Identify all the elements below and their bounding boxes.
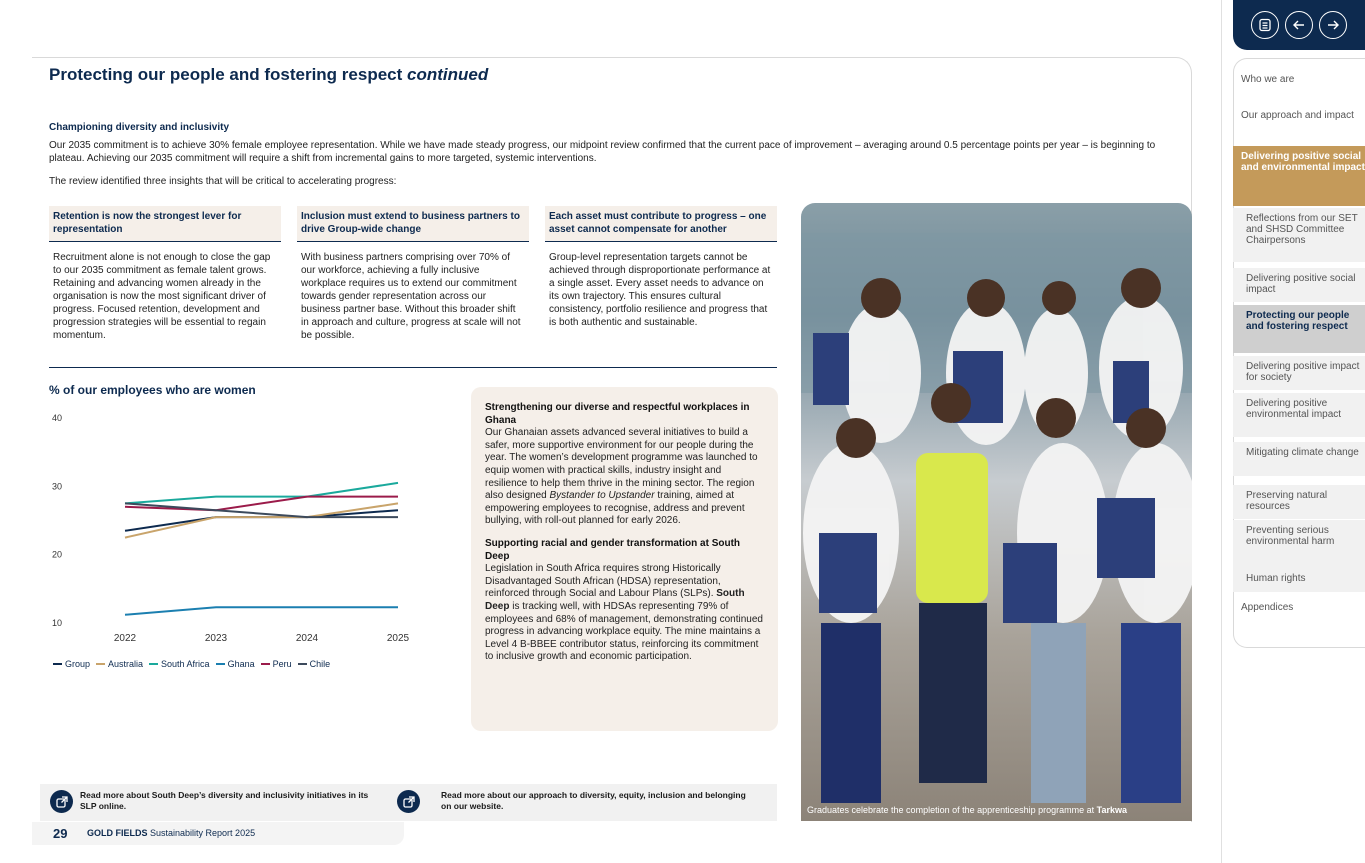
panel-body-south-deep: Legislation in South Africa requires strong Historically Disadvantaged South African (HDSA) representation, reinforced through Social and Labour Plans (SLPs). South Deep is tracking well, with HDSAs representing 79% of employees and 68% of management, demonstrating continued progress in advancing workplace equity. The mine maintains a Level 4 B-BBEE contributor status, reinforcing its commitment to inclusive growth and economic participation. xyxy=(485,563,763,663)
contents-icon[interactable] xyxy=(1251,11,1279,39)
x-tick-label: 2022 xyxy=(113,633,137,644)
insight-body: With business partners comprising over 70% of our workforce, achieving a fully inclusive workplace requires us to extend our commitment towards gender representation across our business partner base. Without this broader shift in approach and culture, progress at scale will not be possible. xyxy=(301,252,521,341)
nav-item[interactable]: Preventing serious environmental harm xyxy=(1233,520,1365,568)
legend-label: Australia xyxy=(108,659,144,669)
y-tick-label: 40 xyxy=(52,413,63,423)
read-more-link-website[interactable]: Read more about our approach to diversity, equity, inclusion and belonging on our website. xyxy=(441,790,746,811)
x-tick-label: 2024 xyxy=(295,633,319,644)
legend-item xyxy=(96,659,143,669)
nav-item[interactable]: Delivering positive impact for society xyxy=(1233,356,1365,390)
y-tick-label: 20 xyxy=(52,549,63,560)
series-line-ghana xyxy=(125,607,398,615)
section-heading: Championing diversity and inclusivity xyxy=(49,122,230,133)
insight-column xyxy=(49,206,281,342)
insights-table xyxy=(49,206,777,368)
legend-swatch xyxy=(298,663,307,665)
chart-title: % of our employees who are women xyxy=(49,383,256,397)
panel-heading-ghana: Strengthening our diverse and respectful workplaces in Ghana xyxy=(485,402,750,426)
nav-item[interactable]: Delivering positive social impact xyxy=(1233,268,1365,302)
photo-caption: Graduates celebrate the completion of the apprenticeship programme at Tarkwa xyxy=(807,805,1128,815)
nav-item[interactable]: Appendices xyxy=(1241,602,1294,613)
page-number: 29 xyxy=(53,826,68,841)
insight-heading: Retention is now the strongest lever for representation xyxy=(49,206,281,242)
series-line-peru xyxy=(125,497,398,511)
insight-body: Group-level representation targets cannot be achieved through disproportionate performance at a single asset. Every asset needs to advance on its own trajectory. This ensures cultural consistency, portfolio resilience and progress that is both authentic and sustainable. xyxy=(549,252,771,328)
insight-heading: Each asset must contribute to progress – one asset cannot compensate for another xyxy=(545,206,777,242)
legend-item xyxy=(216,659,255,669)
photo-figures xyxy=(801,203,1192,821)
y-tick-label: 30 xyxy=(52,481,63,492)
nav-item[interactable]: Delivering positive environmental impact xyxy=(1233,393,1365,437)
graduates-photo xyxy=(801,203,1192,821)
legend-label: Ghana xyxy=(227,659,255,669)
nav-item[interactable]: Who we are xyxy=(1241,74,1295,85)
nav-item[interactable]: Human rights xyxy=(1233,568,1365,592)
nav-item[interactable]: Preserving natural resources xyxy=(1233,485,1365,519)
legend-label: South Africa xyxy=(161,659,210,669)
external-link-icon[interactable] xyxy=(50,790,73,813)
legend-swatch xyxy=(96,663,105,665)
intro-paragraph-2: The review identified three insights that will be critical to accelerating progress: xyxy=(49,176,397,187)
legend-item xyxy=(53,659,90,669)
nav-item[interactable]: Reflections from our SET and SHSD Committee Chairpersons xyxy=(1233,208,1365,262)
read-more-link-slp[interactable]: Read more about South Deep’s diversity and inclusivity initiatives in its SLP online. xyxy=(80,790,369,811)
nav-item[interactable]: Mitigating climate change xyxy=(1233,442,1365,476)
insight-heading: Inclusion must extend to business partners to drive Group-wide change xyxy=(297,206,529,242)
legend-item xyxy=(261,659,292,669)
legend-label: Chile xyxy=(309,659,331,669)
insight-body: Recruitment alone is not enough to close the gap to our 2035 commitment as female talent grows. Retaining and advancing women already in the organisation is now the most significant driver of progress. Focused retention, development and progression strategies will be essential to regain momentum. xyxy=(53,252,271,341)
x-tick-label: 2023 xyxy=(204,633,228,644)
women-employees-line-chart xyxy=(40,405,420,650)
external-link-icon[interactable] xyxy=(397,790,420,813)
back-arrow-icon[interactable] xyxy=(1285,11,1313,39)
legend-swatch xyxy=(261,663,270,665)
panel-heading-south-deep: Supporting racial and gender transformation at South Deep xyxy=(485,537,741,562)
intro-paragraph: Our 2035 commitment is to achieve 30% female employee representation. While we have made steady progress, our midpoint review confirmed that the current pace of improvement – averaging around 0.5 percentage points per year – is beginning to plateau. Achieving our 2035 commitment will require a shift from incremental gains to more targeted, systemic interventions. xyxy=(49,140,1156,164)
nav-item[interactable]: Protecting our people and fostering respect xyxy=(1233,305,1365,353)
forward-arrow-icon[interactable] xyxy=(1319,11,1347,39)
y-tick-label: 10 xyxy=(52,618,63,628)
title-continued: continued xyxy=(407,65,489,84)
nav-controls xyxy=(1233,0,1365,50)
ghana-info-panel xyxy=(471,387,778,731)
legend-swatch xyxy=(216,663,225,665)
legend-item xyxy=(298,659,331,669)
legend-label: Group xyxy=(65,659,91,669)
legend-swatch xyxy=(53,663,62,665)
legend-swatch xyxy=(149,663,158,665)
nav-divider xyxy=(1221,0,1222,863)
footer-report-title: GOLD FIELDS Sustainability Report 2025 xyxy=(87,828,256,838)
nav-item[interactable]: Delivering positive social and environmental impact xyxy=(1233,146,1365,206)
legend-item xyxy=(149,659,210,669)
insight-column xyxy=(297,206,529,342)
nav-item[interactable]: Our approach and impact xyxy=(1241,110,1354,121)
panel-body-ghana: Our Ghanaian assets advanced several initiatives to build a safer, more supportive environment for our people during the year. The women’s development programme was launched to equip women with practical skills, industry insight and resilience to help them thrive in the mining sector. The region also designed Bystander to Upstander training, aimed at empowering employees to recognise, address and prevent bullying, with roll-out planned for early 2026. xyxy=(485,427,758,527)
chart-legend xyxy=(53,659,330,669)
legend-label: Peru xyxy=(272,659,292,669)
x-tick-label: 2025 xyxy=(386,633,410,644)
insight-column xyxy=(545,206,777,329)
series-line-south-africa xyxy=(125,483,398,504)
page-title: Protecting our people and fostering respect continued xyxy=(49,65,489,84)
